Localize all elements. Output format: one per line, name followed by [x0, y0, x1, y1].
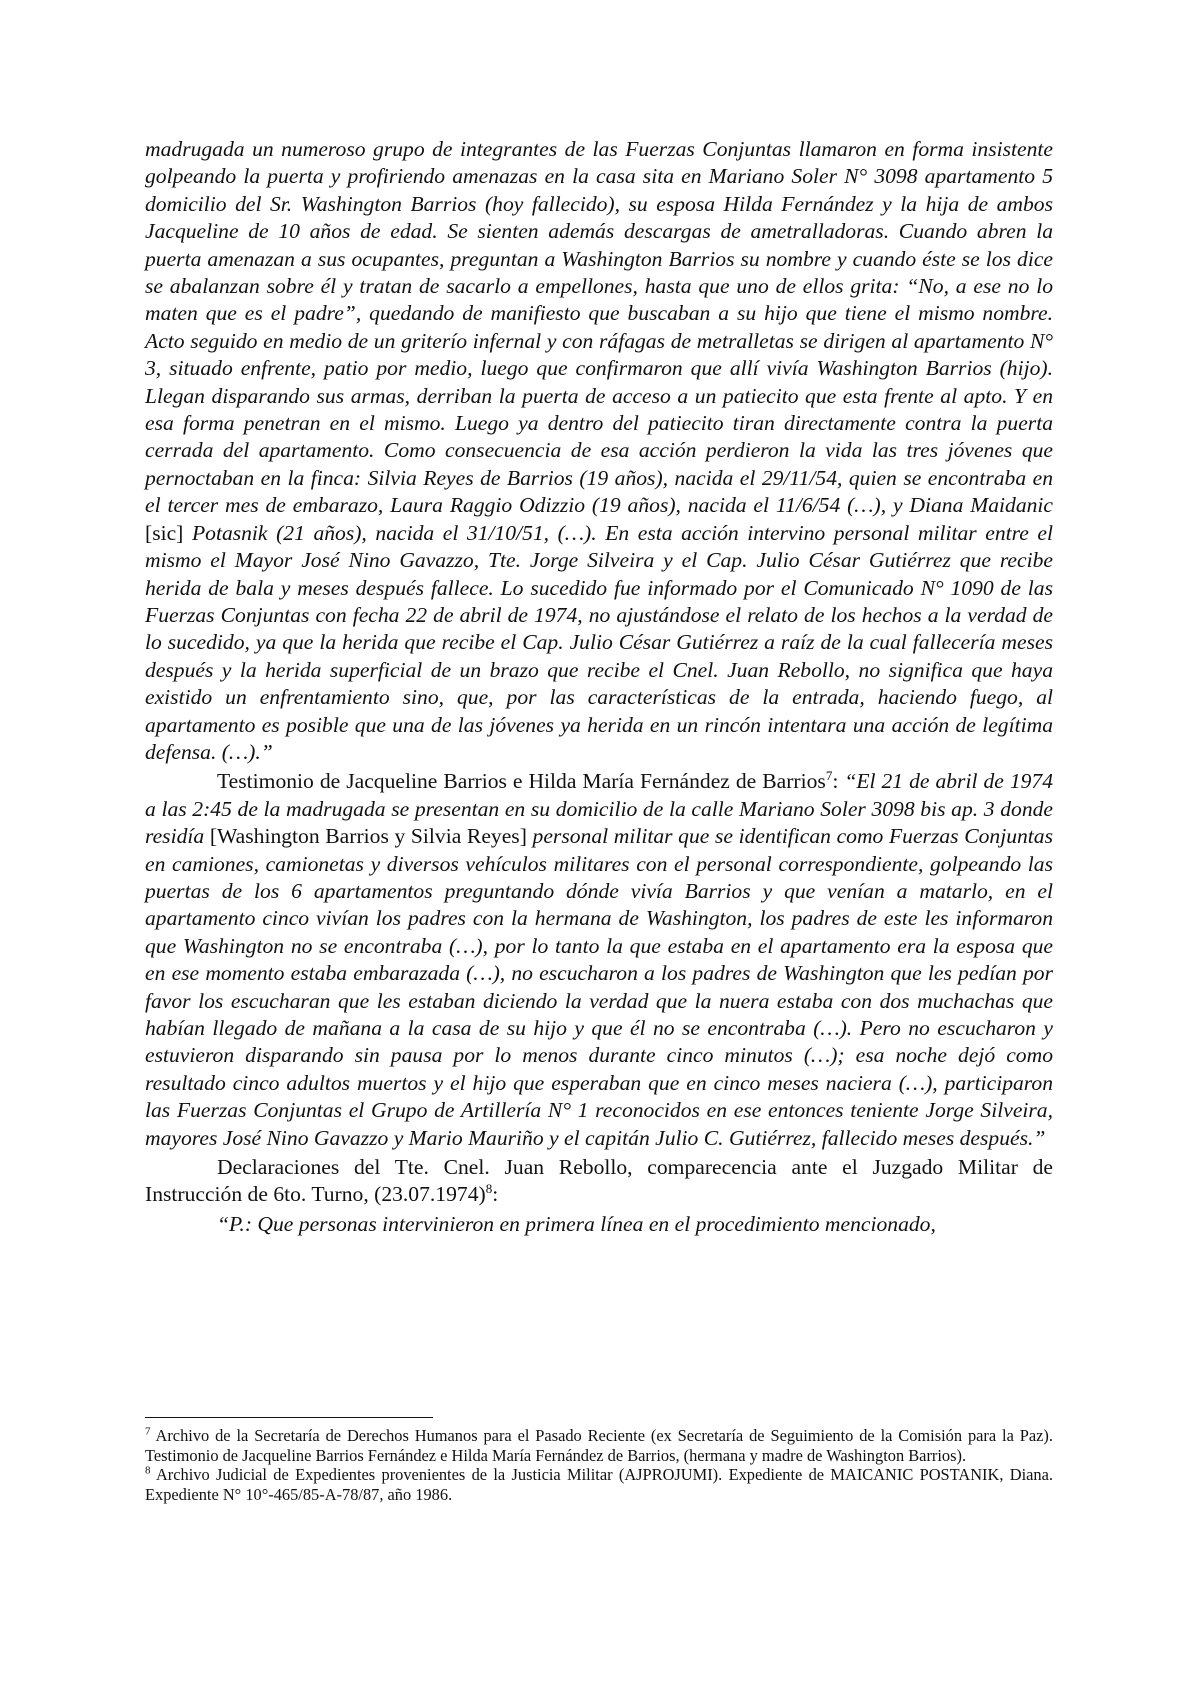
footnote-number: 7 [145, 1425, 151, 1438]
testimony-quote: “El 21 de abril de 1974 a las 2:45 de la madrugada se presentan en su domicilio de la calle Mariano Soler 3098 bis ap. 3 donde residía [145, 769, 1054, 849]
testimony-intro: Testimonio de Jacqueline Barrios e Hilda María Fernández de Barrios [217, 769, 826, 794]
declarations-colon: : [492, 1182, 499, 1207]
body-text [145, 136, 1053, 1238]
testimony-quote-continued: personal militar que se identifican como Fuerzas Conjuntas en camiones, camionetas y diversos vehículos militares con el personal correspondiente, golpeando las puertas de los 6 apartamentos preguntando dónde vivía Barrios y que venían a matarlo, en el apartamento cinco vivían los padres con la hermana de Washington, los padres de este les informaron que Washington no se encontraba (…), por lo tanto la que estaba en el apartamento era la esposa que en ese momento estaba embarazada (…), no escucharon a los padres de Washington que les pedían por favor los escucharan que les estaban diciendo la verdad que la nuera estaba con dos muchachas que habían llegado de mañana a la casa de su hijo y que él no se encontraba (…). Pero no escucharon y estuvieron disparando sin pausa por lo menos durante cinco minutos (…); esa noche dejó como resultado cinco adultos muertos y el hijo que esperaban que en cinco meses naciera (…), participaron las Fuerzas Conjuntas el Grupo de Artillería N° 1 reconocidos en ese entonces teniente Jorge Silveira, mayores José Nino Gavazzo y Mario Mauriño y el capitán Julio C. Gutiérrez, fallecido meses después.” [145, 824, 1053, 1150]
paragraph-question: “P.: Que personas intervinieron en primera línea en el procedimiento mencionado, [217, 1211, 936, 1236]
paragraph-declarations [145, 1154, 1053, 1209]
footnote-separator [145, 1417, 433, 1418]
quote-text-continued: Potasnik (21 años), nacida el 31/10/51, (…). En esta acción intervino personal militar entre el mismo el Mayor José Nino Gavazzo, Tte. Jorge Silveira y el Cap. Julio César Gutiérrez que recibe herida de bala y meses después fallece. Lo sucedido fue informado por el Comunicado N° 1090 de las Fuerzas Conjuntas con fecha 22 de abril de 1974, no ajustándose el relato de los hechos a la verdad de lo sucedido, ya que la herida que recibe el Cap. Julio César Gutiérrez a raíz de la cual fallecería meses después y la herida superficial de un brazo que recibe el Cnel. Juan Rebollo, no significa que haya existido un enfrentamiento sino, que, por las características de la entrada, haciendo fuego, al apartamento es posible que una de las jóvenes ya herida en un rincón intentara una acción de legítima defensa. (…).” [145, 520, 1053, 764]
sic-note: [sic] [145, 520, 184, 545]
paragraph-testimony [145, 768, 1053, 1152]
bracket-note: [Washington Barrios y Silvia Reyes] [209, 824, 527, 849]
declarations-text: Declaraciones del Tte. Cnel. Juan Rebollo, comparecencia ante el Juzgado Militar de Instrucción de 6to. Turno, (23.07.1974) [145, 1155, 1053, 1207]
footnotes [145, 1426, 1053, 1504]
footnote-ref-8[interactable]: 8 [485, 1181, 493, 1197]
paragraph-communique-quote [145, 136, 1053, 766]
footnote-8 [145, 1465, 1053, 1504]
footnote-number: 8 [145, 1464, 151, 1477]
footnote-ref-7[interactable]: 7 [825, 768, 833, 784]
testimony-colon: : [832, 769, 839, 794]
footnote-text: Archivo Judicial de Expedientes provenientes de la Justicia Militar (AJPROJUMI). Expediente de MAICANIC POSTANIK, Diana. Expediente N° 10°-465/85-A-78/87, año 1986. [145, 1465, 1053, 1504]
footnote-7 [145, 1426, 1053, 1465]
quote-text: madrugada un numeroso grupo de integrantes de las Fuerzas Conjuntas llamaron en forma insistente golpeando la puerta y profiriendo amenazas en la casa sita en Mariano Soler N° 3098 apartamento 5 domicilio del Sr. Washington Barrios (hoy fallecido), su esposa Hilda Fernández y la hija de ambos Jacqueline de 10 años de edad. Se sienten además descargas de ametralladoras. Cuando abren la puerta amenazan a sus ocupantes, preguntan a Washington Barrios su nombre y cuando éste se los dice se abalanzan sobre él y tratan de sacarlo a empellones, hasta que uno de ellos grita: “No, a ese no lo maten que es el padre”, quedando de manifiesto que buscaban a su hijo que tiene el mismo nombre. Acto seguido en medio de un griterío infernal y con ráfagas de metralletas se dirigen al apartamento N° 3, situado enfrente, patio por medio, luego que confirmaron que allí vivía Washington Barrios (hijo). Llegan disparando sus armas, derriban la puerta de acceso a un patiecito que esta frente al apto. Y en esa forma penetran en el mismo. Luego ya dentro del patiecito tiran directamente contra la puerta cerrada del apartamento. Como consecuencia de esa acción perdieron la vida las tres jóvenes que pernoctaban en la finca: Silvia Reyes de Barrios (19 años), nacida el 29/11/54, quien se encontraba en el tercer mes de embarazo, Laura Raggio Odizzio (19 años), nacida el 11/6/54 (…), y Diana Maidanic [145, 137, 1053, 518]
footnote-text: Archivo de la Secretaría de Derechos Humanos para el Pasado Reciente (ex Secretaría de Seguimiento de la Comisión para la Paz). Testimonio de Jacqueline Barrios Fernández e Hilda María Fernández de Barrios, (hermana y madre de Washington Barrios). [145, 1426, 1053, 1465]
